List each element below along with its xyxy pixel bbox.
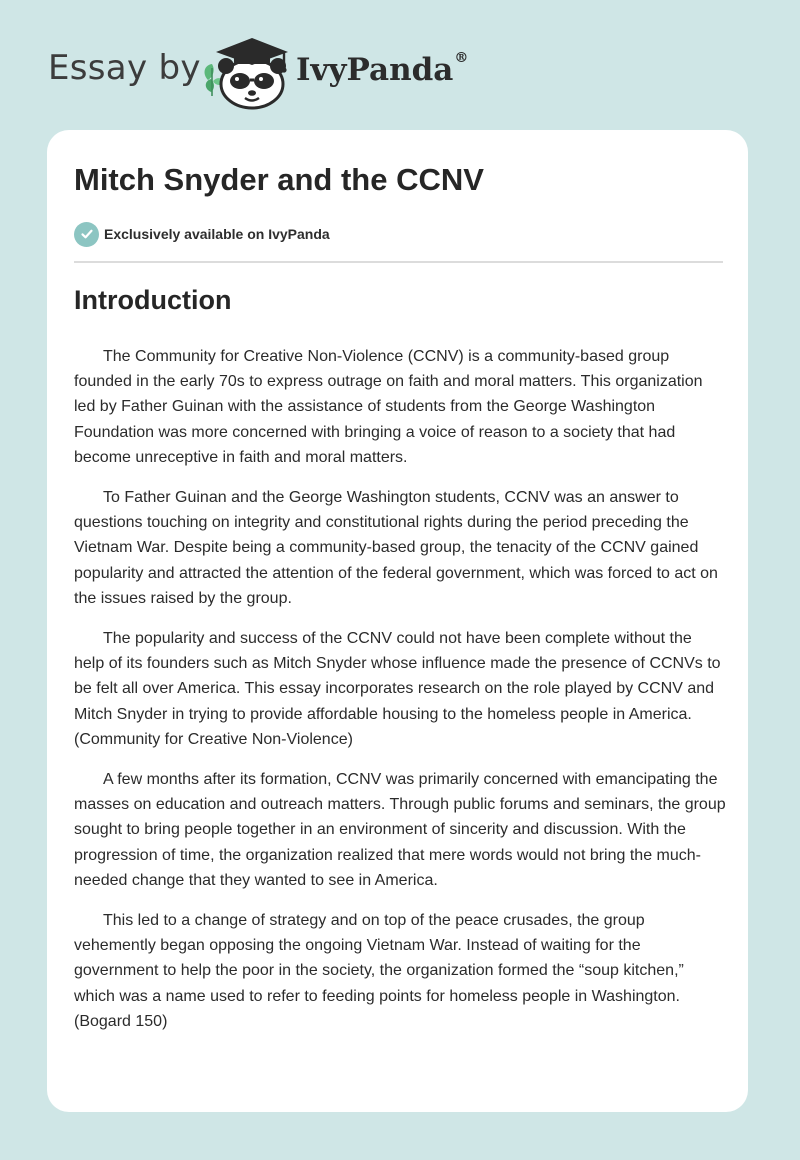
paragraph: This led to a change of strategy and on top of the peace crusades, the group vehemently began opposing the ongoing Vietnam War. Instead of waiting for the government to help the poor in the society, the organization formed the “soup kitchen,” which was a name used to refer to feeding points for homeless people in Washington. (Bogard 150) [74, 912, 684, 1030]
brand-name[interactable] [296, 52, 468, 88]
essay-body [74, 344, 726, 1049]
essay-by-label: Essay by [48, 48, 201, 88]
badge-label: Exclusively available on IvyPanda [104, 226, 330, 242]
page-title: Mitch Snyder and the CCNV [74, 162, 484, 197]
brand-text: IvyPanda [296, 52, 454, 88]
panda-logo[interactable] [200, 34, 292, 110]
essay-card [47, 130, 748, 1112]
paragraph: A few months after its formation, CCNV was primarily concerned with emancipating the masses on education and outreach matters. Through public forums and seminars, the group sought to bring people together in an environment of sincerity and discussion. With the progression of time, the organization realized that mere words would not bring the much-needed change that they wanted to see in America. [74, 771, 726, 889]
paragraph: The Community for Creative Non-Violence (CCNV) is a community-based group founded in the early 70s to express outrage on faith and moral matters. This organization led by Father Guinan with the assistance of students from the George Washington Foundation was more concerned with bringing a voice of reason to a society that had become unreceptive in faith and moral matters. [74, 348, 703, 466]
paragraph: The popularity and success of the CCNV could not have been complete without the help of its founders such as Mitch Snyder whose influence made the presence of CCNVs to be felt all over America. This essay incorporates research on the role played by CCNV and Mitch Snyder in trying to provide affordable housing to the homeless people in America. (Community for Creative Non-Violence) [74, 630, 721, 748]
exclusive-badge [74, 221, 330, 247]
registered-mark: ® [454, 50, 469, 66]
divider [74, 261, 723, 263]
site-header [0, 0, 800, 130]
paragraph: To Father Guinan and the George Washington students, CCNV was an answer to questions touching on integrity and constitutional rights during the period preceding the Vietnam War. Despite being a community-based group, the tenacity of the CCNV gained popularity and attracted the attention of the federal government, which was forced to act on the issues raised by the group. [74, 489, 718, 607]
panda-graduate-logo-icon [200, 34, 292, 110]
check-circle-icon [74, 222, 99, 247]
section-heading: Introduction [74, 285, 232, 315]
